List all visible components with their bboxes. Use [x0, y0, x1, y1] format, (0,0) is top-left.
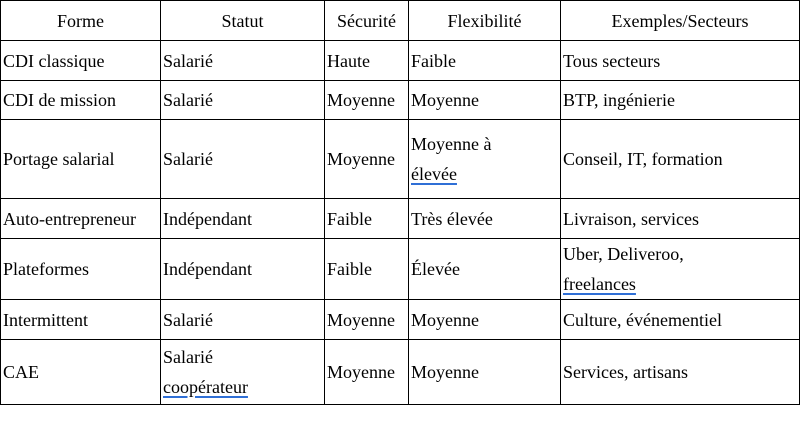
cell-securite: Moyenne — [325, 120, 409, 199]
header-securite: Sécurité — [325, 1, 409, 41]
header-statut: Statut — [161, 1, 325, 41]
table-row — [1, 300, 800, 340]
cell-forme: Auto-entrepreneur — [1, 199, 161, 239]
cell-line-spellcheck: freelances — [563, 274, 636, 294]
cell-exemples: Livraison, services — [561, 199, 800, 239]
table-row — [1, 120, 800, 199]
cell-flexibilite — [409, 120, 561, 199]
table-row — [1, 199, 800, 239]
cell-exemples: Conseil, IT, formation — [561, 120, 800, 199]
cell-exemples: Tous secteurs — [561, 41, 800, 81]
header-exemples: Exemples/Secteurs — [561, 1, 800, 41]
cell-statut: Indépendant — [161, 199, 325, 239]
cell-flexibilite: Moyenne — [409, 340, 561, 405]
table-row — [1, 41, 800, 81]
cell-forme: Portage salarial — [1, 120, 161, 199]
cell-exemples: Services, artisans — [561, 340, 800, 405]
cell-forme: Intermittent — [1, 300, 161, 340]
cell-forme: CDI de mission — [1, 81, 161, 120]
cell-line-spellcheck: élevée — [411, 164, 457, 184]
cell-forme: CDI classique — [1, 41, 161, 81]
cell-exemples: Culture, événementiel — [561, 300, 800, 340]
cell-line: Uber, Deliveroo, — [563, 244, 684, 264]
cell-line: Moyenne à — [411, 134, 492, 154]
cell-flexibilite: Faible — [409, 41, 561, 81]
cell-statut: Salarié — [161, 41, 325, 81]
cell-securite: Moyenne — [325, 340, 409, 405]
cell-securite: Moyenne — [325, 81, 409, 120]
cell-statut: Salarié — [161, 120, 325, 199]
table-row — [1, 239, 800, 300]
cell-forme: Plateformes — [1, 239, 161, 300]
header-row — [1, 1, 800, 41]
header-forme: Forme — [1, 1, 161, 41]
table-row — [1, 81, 800, 120]
cell-flexibilite: Moyenne — [409, 300, 561, 340]
header-flexibilite: Flexibilité — [409, 1, 561, 41]
cell-flexibilite: Élevée — [409, 239, 561, 300]
cell-exemples — [561, 239, 800, 300]
cell-statut: Salarié — [161, 300, 325, 340]
cell-exemples: BTP, ingénierie — [561, 81, 800, 120]
cell-securite: Moyenne — [325, 300, 409, 340]
cell-forme: CAE — [1, 340, 161, 405]
cell-securite: Faible — [325, 239, 409, 300]
cell-statut: Indépendant — [161, 239, 325, 300]
cell-statut — [161, 340, 325, 405]
cell-flexibilite: Très élevée — [409, 199, 561, 239]
cell-line-spellcheck: coopérateur — [163, 377, 248, 397]
cell-statut: Salarié — [161, 81, 325, 120]
cell-line: Salarié — [163, 347, 213, 367]
cell-securite: Faible — [325, 199, 409, 239]
cell-flexibilite: Moyenne — [409, 81, 561, 120]
cell-securite: Haute — [325, 41, 409, 81]
table-row — [1, 340, 800, 405]
